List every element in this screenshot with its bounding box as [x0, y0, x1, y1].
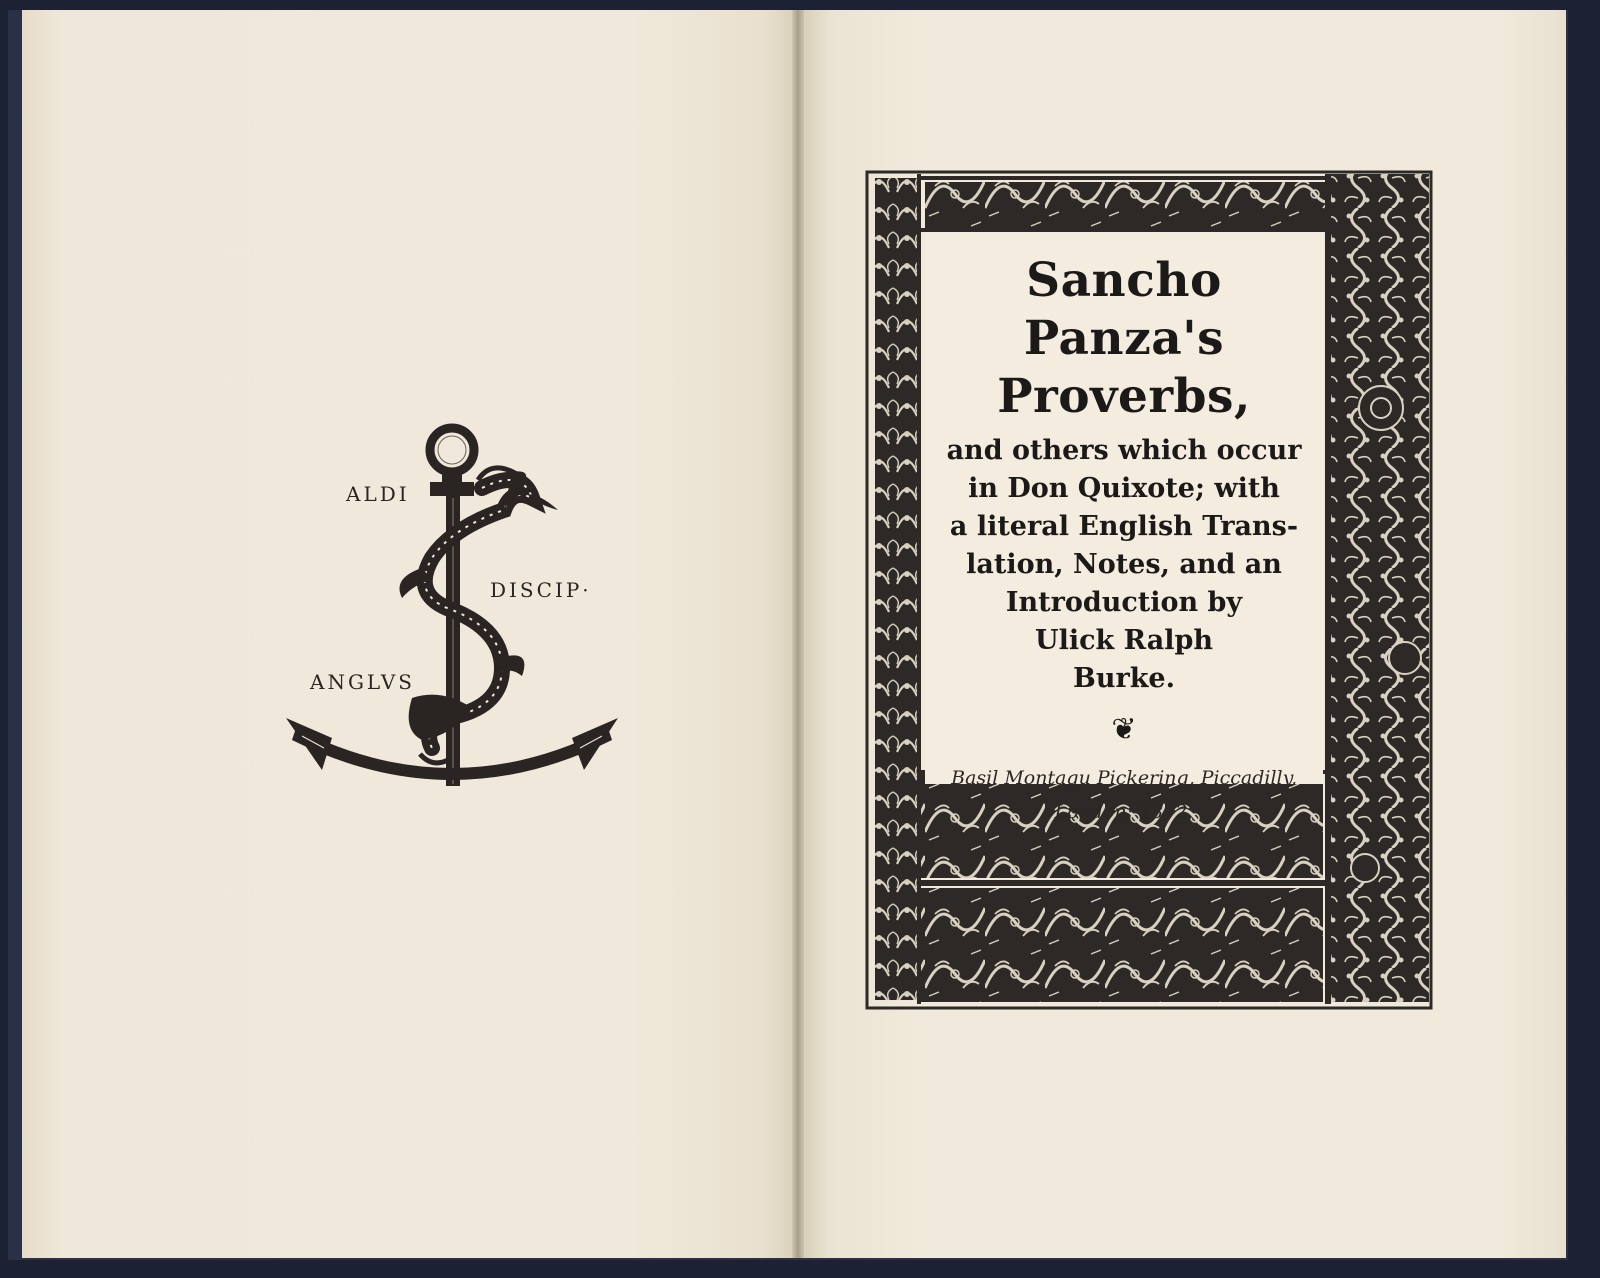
subtitle-line: Ulick Ralph [1035, 625, 1213, 656]
device-word-discip: DISCIP· [490, 578, 592, 602]
subtitle-line: lation, Notes, and an [966, 549, 1282, 580]
open-book-spread [8, 10, 1568, 1260]
book-title-line-1: Sancho Panza's [1023, 253, 1225, 366]
subtitle-line: and others which occur [946, 435, 1302, 466]
book-title-line-2: Proverbs, [997, 369, 1251, 424]
subtitle-line: a literal English Trans- [949, 511, 1299, 542]
anchor-dolphin-icon [272, 418, 652, 818]
fleuron-icon: ❦ [1111, 712, 1137, 747]
subtitle-line: Burke. [1073, 663, 1175, 694]
book-title [925, 252, 1323, 426]
title-frame [865, 168, 1433, 1010]
subtitle-line: in Don Quixote; with [968, 473, 1280, 504]
imprint-line-2: London: 1872. [1054, 801, 1194, 823]
title-panel [925, 232, 1323, 823]
device-word-aldi: ALDI [346, 482, 410, 506]
book-subtitle [925, 432, 1323, 698]
printer-device [272, 418, 652, 818]
imprint-line-1: Basil Montagu Pickering, Piccadilly, [951, 767, 1297, 789]
imprint [925, 761, 1323, 829]
subtitle-line: Introduction by [1005, 587, 1243, 618]
left-page [22, 10, 798, 1258]
book-gutter [792, 10, 804, 1258]
device-word-anglvs: ANGLVS [310, 670, 415, 694]
